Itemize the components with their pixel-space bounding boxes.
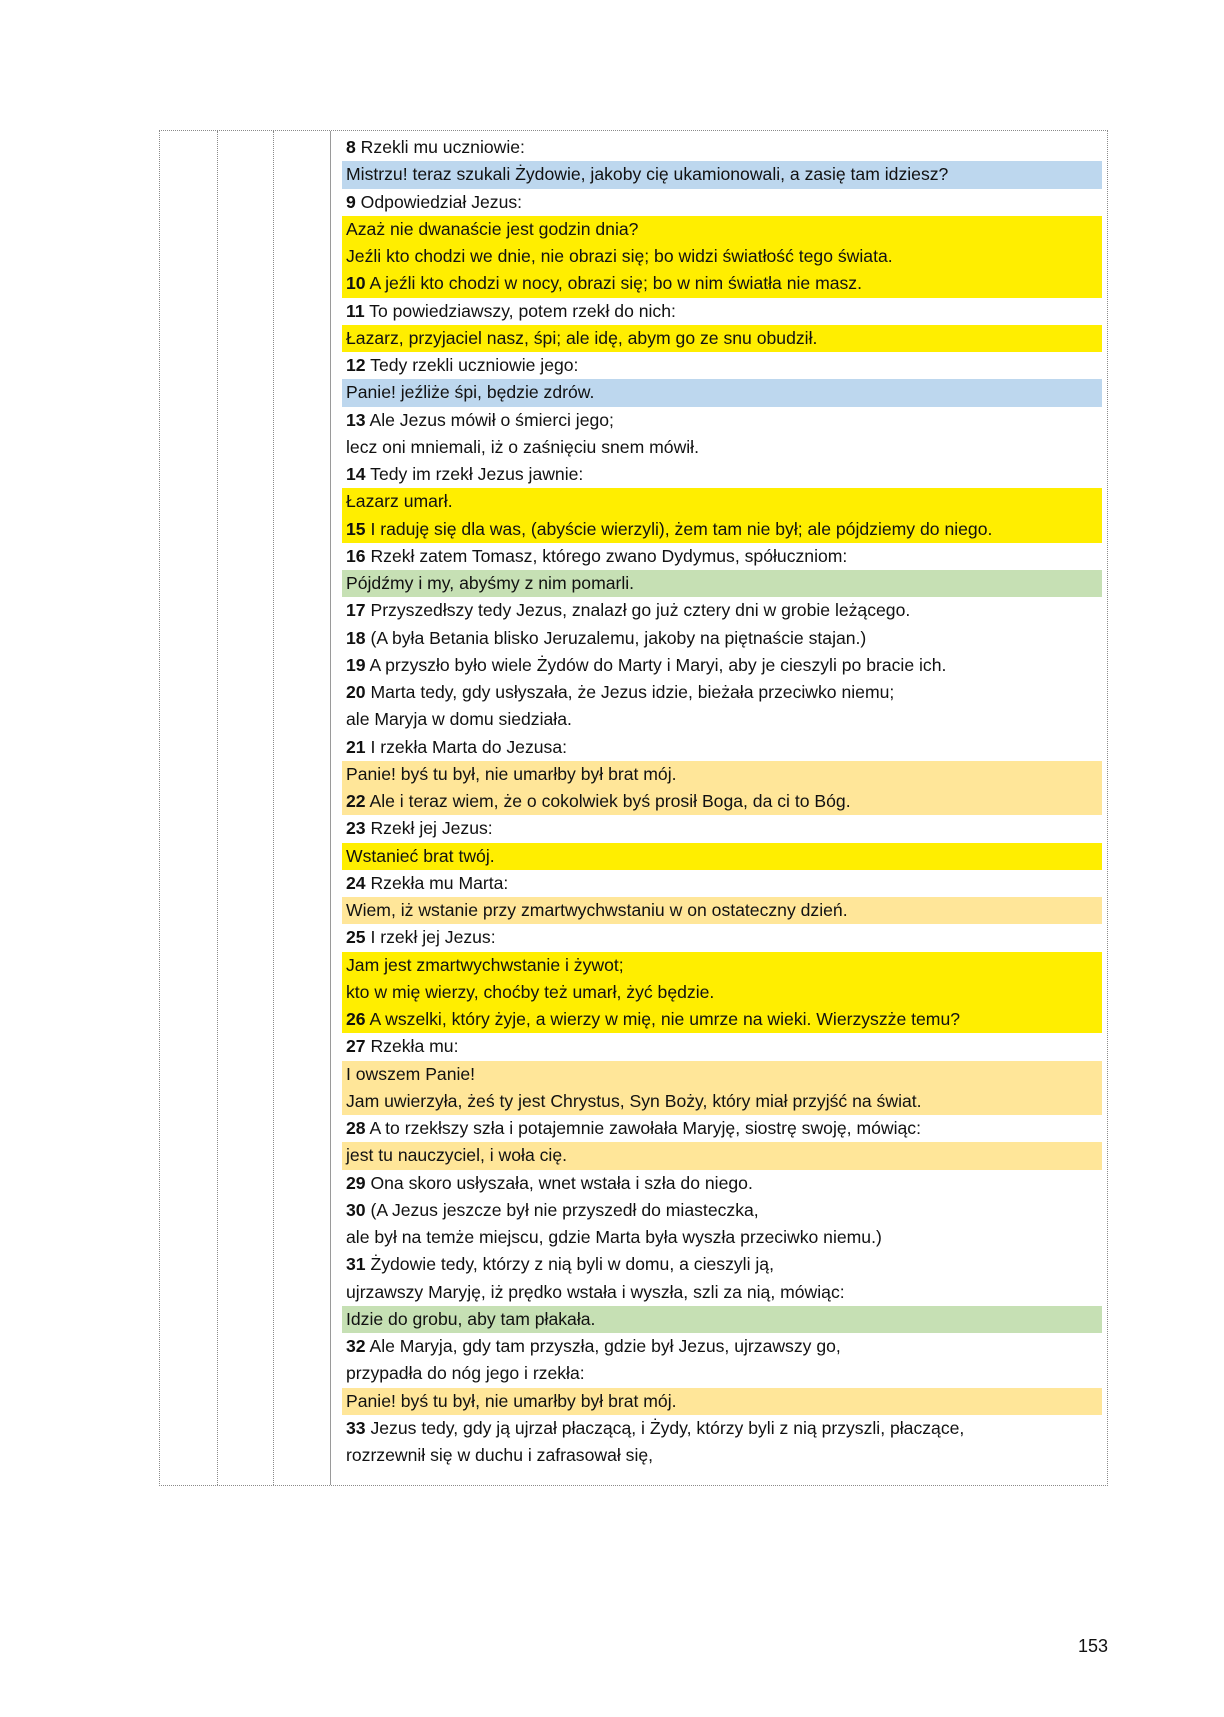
verse-text: Jam jest zmartwychwstanie i żywot; xyxy=(346,954,624,975)
verse-number: 29 xyxy=(346,1172,366,1193)
highlighted-line xyxy=(342,570,1102,597)
verse-number: 16 xyxy=(346,545,366,566)
text-line xyxy=(342,1224,1102,1251)
verse-text: Ale Jezus mówił o śmierci jego; xyxy=(365,409,614,430)
highlighted-line xyxy=(342,379,1102,406)
highlighted-line xyxy=(342,1061,1102,1088)
verse-text: I rzekł jej Jezus: xyxy=(365,927,496,948)
text-line xyxy=(342,1333,1102,1360)
verse-number: 15 xyxy=(346,518,366,539)
text-line xyxy=(342,1033,1102,1060)
verse-text: A jeźli kto chodzi w nocy, obrazi się; bo w nim światła nie masz. xyxy=(365,273,862,294)
text-line xyxy=(342,1170,1102,1197)
verse-text: Rzekł zatem Tomasz, którego zwano Dydymus, spółuczniom: xyxy=(365,545,848,566)
text-line xyxy=(342,434,1102,461)
verse-text: Rzekli mu uczniowie: xyxy=(355,137,525,157)
verse-number: 25 xyxy=(346,927,366,948)
verse-number: 28 xyxy=(346,1118,366,1138)
verse-text: A wszelki, który żyje, a wierzy w mię, nie umrze na wieki. Wierzyszże temu? xyxy=(365,1009,961,1029)
verse-text: To powiedziawszy, potem rzekł do nich: xyxy=(364,300,676,321)
text-line xyxy=(342,815,1102,842)
highlighted-line xyxy=(342,216,1102,243)
verse-text: I raduję się dla was, (abyście wierzyli), żem tam nie był; ale pójdziemy do niego. xyxy=(365,518,993,539)
text-line xyxy=(342,134,1102,161)
verse-text: Rzekła mu: xyxy=(365,1036,459,1057)
verse-text: Odpowiedział Jezus: xyxy=(355,191,523,212)
highlighted-line xyxy=(342,1306,1102,1333)
verse-number: 9 xyxy=(346,191,356,212)
verse-text: A przyszło było wiele Żydów do Marty i Maryi, aby je cieszyli po bracie ich. xyxy=(365,654,947,675)
verse-text: Wstanieć brat twój. xyxy=(346,845,495,866)
verse-text: Tedy im rzekł Jezus jawnie: xyxy=(365,464,584,484)
highlighted-line xyxy=(342,270,1102,297)
column-divider xyxy=(330,131,331,1485)
text-line xyxy=(342,543,1102,570)
text-line xyxy=(342,1360,1102,1387)
verse-text: Ale i teraz wiem, że o cokolwiek byś prosił Boga, da ci to Bóg. xyxy=(365,791,851,811)
verse-text: I owszem Panie! xyxy=(346,1063,476,1084)
text-line xyxy=(342,189,1102,216)
verse-text: Panie! byś tu był, nie umarłby był brat mój. xyxy=(346,1390,677,1411)
highlighted-line xyxy=(342,1142,1102,1169)
verse-text: Panie! jeźliże śpi, będzie zdrów. xyxy=(346,382,595,403)
verse-text: Rzekł jej Jezus: xyxy=(365,818,493,839)
verse-text: Idzie do grobu, aby tam płakała. xyxy=(346,1308,596,1329)
text-line xyxy=(342,597,1102,624)
verse-text: Jeźli kto chodzi we dnie, nie obrazi się; bo widzi światłość tego świata. xyxy=(346,246,893,266)
verse-text: (A Jezus jeszcze był nie przyszedł do miasteczka, xyxy=(365,1199,759,1220)
text-line xyxy=(342,1279,1102,1306)
text-line xyxy=(342,1442,1102,1469)
verse-text: Łazarz umarł. xyxy=(346,491,453,512)
verse-text: lecz oni mniemali, iż o zaśnięciu snem mówił. xyxy=(346,436,699,457)
highlighted-line xyxy=(342,979,1102,1006)
verse-text: A to rzekłszy szła i potajemnie zawołała Maryję, siostrę swoję, mówiąc: xyxy=(365,1118,921,1138)
verse-text: Rzekła mu Marta: xyxy=(365,872,509,893)
text-line xyxy=(342,625,1102,652)
highlighted-line xyxy=(342,161,1102,188)
verse-number: 17 xyxy=(346,600,366,621)
text-line xyxy=(342,1251,1102,1278)
highlighted-line xyxy=(342,1088,1102,1115)
text-line xyxy=(342,706,1102,733)
verse-number: 13 xyxy=(346,409,366,430)
verse-text: jest tu nauczyciel, i woła cię. xyxy=(346,1145,567,1166)
highlighted-line xyxy=(342,516,1102,543)
highlighted-line xyxy=(342,243,1102,270)
verse-text: rozrzewnił się w duchu i zafrasował się, xyxy=(346,1445,654,1465)
highlighted-line xyxy=(342,1388,1102,1415)
verse-text: Wiem, iż wstanie przy zmartwychwstaniu w on ostateczny dzień. xyxy=(346,900,848,920)
verse-number: 23 xyxy=(346,818,366,839)
verse-number: 24 xyxy=(346,872,366,893)
verse-text: kto w mię wierzy, choćby też umarł, żyć będzie. xyxy=(346,981,715,1002)
verse-number: 8 xyxy=(346,137,356,157)
verse-number: 27 xyxy=(346,1036,366,1057)
verse-text: (A była Betania blisko Jeruzalemu, jakoby na piętnaście stajan.) xyxy=(365,627,867,648)
verse-number: 33 xyxy=(346,1417,366,1438)
verse-text: Jam uwierzyła, żeś ty jest Chrystus, Syn Boży, który miał przyjść na świat. xyxy=(346,1090,922,1111)
highlighted-line xyxy=(342,761,1102,788)
text-line xyxy=(342,1115,1102,1142)
text-line xyxy=(342,1415,1102,1442)
text-line xyxy=(342,734,1102,761)
highlighted-line xyxy=(342,325,1102,352)
text-line xyxy=(342,1197,1102,1224)
text-line xyxy=(342,352,1102,379)
verse-text: Mistrzu! teraz szukali Żydowie, jakoby cię ukamionowali, a zasię tam idziesz? xyxy=(346,164,949,185)
text-line xyxy=(342,679,1102,706)
verse-number: 22 xyxy=(346,791,366,811)
highlighted-line xyxy=(342,788,1102,815)
text-line xyxy=(342,407,1102,434)
verse-number: 26 xyxy=(346,1009,366,1029)
highlighted-line xyxy=(342,952,1102,979)
verse-number: 31 xyxy=(346,1254,366,1275)
verse-text: ujrzawszy Maryję, iż prędko wstała i wyszła, szli za nią, mówiąc: xyxy=(346,1281,845,1302)
text-line xyxy=(342,924,1102,951)
verse-text: Żydowie tedy, którzy z nią byli w domu, a cieszyli ją, xyxy=(365,1254,774,1275)
verse-text: Marta tedy, gdy usłyszała, że Jezus idzie, bieżała przeciwko niemu; xyxy=(365,682,895,702)
verse-text: Tedy rzekli uczniowie jego: xyxy=(365,355,579,375)
column-divider xyxy=(273,131,274,1485)
text-line xyxy=(342,298,1102,325)
verse-text: ale był na temże miejscu, gdzie Marta była wyszła przeciwko niemu.) xyxy=(346,1227,882,1247)
verse-text: Przyszedłszy tedy Jezus, znalazł go już cztery dni w grobie leżącego. xyxy=(365,600,911,621)
verse-text: Azaż nie dwanaście jest godzin dnia? xyxy=(346,218,639,239)
verse-text-column xyxy=(342,134,1102,1469)
verse-text: Panie! byś tu był, nie umarłby był brat mój. xyxy=(346,763,677,784)
text-line xyxy=(342,870,1102,897)
verse-text: Łazarz, przyjaciel nasz, śpi; ale idę, abym go ze snu obudził. xyxy=(346,327,818,348)
verse-number: 18 xyxy=(346,627,366,648)
verse-text: I rzekła Marta do Jezusa: xyxy=(365,736,568,757)
highlighted-line xyxy=(342,897,1102,924)
verse-number: 20 xyxy=(346,682,366,702)
verse-number: 11 xyxy=(346,300,365,321)
verse-number: 30 xyxy=(346,1199,366,1220)
verse-text: Pójdźmy i my, abyśmy z nim pomarli. xyxy=(346,573,635,593)
column-divider xyxy=(217,131,218,1485)
verse-number: 14 xyxy=(346,464,366,484)
verse-text: Ale Maryja, gdy tam przyszła, gdzie był Jezus, ujrzawszy go, xyxy=(365,1336,841,1356)
highlighted-line xyxy=(342,843,1102,870)
verse-number: 12 xyxy=(346,355,366,375)
verse-number: 19 xyxy=(346,654,366,675)
verse-number: 10 xyxy=(346,273,366,294)
verse-number: 21 xyxy=(346,736,366,757)
verse-text: przypadła do nóg jego i rzekła: xyxy=(346,1363,585,1384)
verse-number: 32 xyxy=(346,1336,366,1356)
verse-text: Ona skoro usłyszała, wnet wstała i szła do niego. xyxy=(365,1172,753,1193)
text-line xyxy=(342,652,1102,679)
highlighted-line xyxy=(342,488,1102,515)
text-line xyxy=(342,461,1102,488)
verse-text: Jezus tedy, gdy ją ujrzał płaczącą, i Żydy, którzy byli z nią przyszli, płaczące, xyxy=(365,1417,965,1438)
highlighted-line xyxy=(342,1006,1102,1033)
page-number: 153 xyxy=(1077,1636,1108,1656)
verse-text: ale Maryja w domu siedziała. xyxy=(346,709,572,730)
